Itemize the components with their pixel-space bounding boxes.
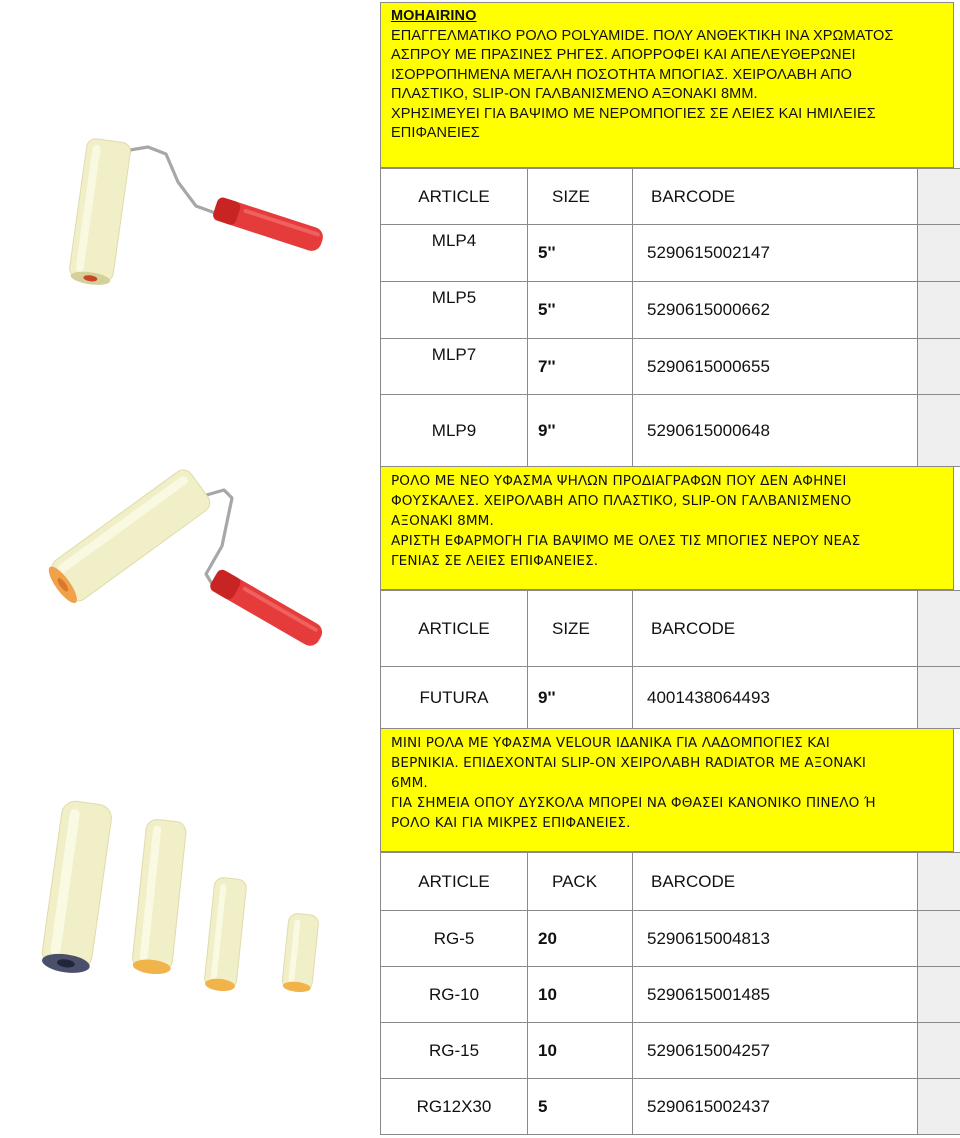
description-line: ΑΞΟΝΑΚΙ 8ΜΜ. [391,513,494,529]
article-code: MLP4 [431,231,477,250]
header-barcode: BARCODE [633,591,918,667]
article-code: RG-5 [381,911,528,967]
table-header-row [381,169,960,225]
product-image-cell [0,466,380,728]
header-article: ARTICLE [381,591,528,667]
barcode-value: 5290615000655 [633,339,918,395]
product-table [380,168,960,467]
size-value: 5'' [528,282,633,339]
description-line: 6ΜΜ. [391,775,428,791]
article-code: RG-10 [381,967,528,1023]
description-line: ΑΡΙΣΤΗ ΕΦΑΡΜΟΓΗ ΓΙΑ ΒΑΨΙΜΟ ΜΕ ΟΛΕΣ ΤΙΣ ΜΠΟΓΙΕΣ ΝΕΡΟΥ ΝΕΑΣ [391,533,861,549]
description-line: ΦΟΥΣΚΑΛΕΣ. ΧΕΙΡΟΛΑΒΗ ΑΠΟ ΠΛΑΣΤΙΚΟ, SLIP-ON ΓΑΛΒΑΝΙΣΜΕΝΟ [391,493,852,509]
description-line: ΜΙΝΙ ΡΟΛΑ ΜΕ ΥΦΑΣΜΑ VELOUR ΙΔΑΝΙΚΑ ΓΙΑ ΛΑΔΟΜΠΟΓΙΕΣ ΚΑΙ [391,735,830,751]
product-image-cell [0,728,380,1138]
table-row [381,225,960,282]
mini-roller-set-icon [0,728,380,1138]
paint-roller-icon [0,0,380,466]
barcode-value: 5290615000648 [633,395,918,467]
header-size: SIZE [528,169,633,225]
product-description [380,728,954,852]
header-article: ARTICLE [381,853,528,911]
article-code: RG-15 [381,1023,528,1079]
description-line: ΓΕΝΙΑΣ ΣΕ ΛΕΙΕΣ ΕΠΙΦΑΝΕΙΕΣ. [391,553,599,569]
article-code: MLP7 [431,344,477,364]
table-row [381,967,960,1023]
barcode-value: 5290615004813 [633,911,918,967]
description-line: ΓΙΑ ΣΗΜΕΙΑ ΟΠΟΥ ΔΥΣΚΟΛΑ ΜΠΟΡΕΙ ΝΑ ΦΘΑΣΕΙ ΚΑΝΟΝΙΚΟ ΠΙΝΕΛΟ Ή [391,795,876,811]
article-code: MLP5 [431,288,477,307]
table-row [381,911,960,967]
product-section-mini-rollers [0,728,960,1138]
description-line: ΡΟΛΟ ΚΑΙ ΓΙΑ ΜΙΚΡΕΣ ΕΠΙΦΑΝΕΙΕΣ. [391,815,631,831]
product-table [380,590,960,729]
table-stub-cell [918,591,960,667]
size-value: 9'' [528,395,633,467]
description-line: ΕΠΙΦΑΝΕΙΕΣ [391,125,480,141]
table-stub-cell [918,169,960,225]
header-pack: PACK [528,853,633,911]
table-row [381,339,960,395]
barcode-value: 5290615002147 [633,225,918,282]
barcode-value: 5290615002437 [633,1079,918,1135]
product-section-futura [0,466,960,728]
description-line: ΡΟΛΟ ΜΕ ΝΕΟ ΥΦΑΣΜΑ ΨΗΛΩΝ ΠΡΟΔΙΑΓΡΑΦΩΝ ΠΟΥ ΔΕΝ ΑΦΗΝΕΙ [391,473,847,489]
product-description [380,466,954,590]
barcode-value: 4001438064493 [633,667,918,729]
size-value: 7'' [528,339,633,395]
table-row [381,395,960,467]
description-line: ΠΛΑΣΤΙΚΟ, SLIP-ON ΓΑΛΒΑΝΙΣΜΕΝΟ ΑΞΟΝΑΚΙ 8ΜΜ. [391,86,758,102]
header-article: ARTICLE [381,169,528,225]
paint-roller-icon [0,466,380,728]
size-value: 9'' [528,667,633,729]
product-section-mohairino [0,0,960,466]
table-row [381,667,960,729]
article-code: FUTURA [381,667,528,729]
description-line: ΒΕΡΝΙΚΙΑ. ΕΠΙΔΕΧΟΝΤΑΙ SLIP-ON ΧΕΙΡΟΛΑΒΗ RADIATOR ΜΕ ΑΞΟΝΑΚΙ [391,755,867,771]
pack-value: 10 [528,967,633,1023]
table-header-row [381,591,960,667]
article-code: RG12X30 [381,1079,528,1135]
table-row [381,1079,960,1135]
barcode-value: 5290615004257 [633,1023,918,1079]
pack-value: 20 [528,911,633,967]
header-barcode: BARCODE [633,853,918,911]
description-line: ΕΠΑΓΓΕΛΜΑΤΙΚΟ ΡΟΛΟ POLYAMIDE. ΠΟΛΥ ΑΝΘΕΚΤΙΚΗ ΙΝΑ ΧΡΩΜΑΤΟΣ [391,27,894,44]
article-code: MLP9 [381,395,528,467]
table-stub-cell [918,853,960,911]
header-barcode: BARCODE [633,169,918,225]
barcode-value: 5290615000662 [633,282,918,339]
header-size: SIZE [528,591,633,667]
pack-value: 10 [528,1023,633,1079]
description-line: ΑΣΠΡΟΥ ΜΕ ΠΡΑΣΙΝΕΣ ΡΗΓΕΣ. ΑΠΟΡΡΟΦΕΙ ΚΑΙ ΑΠΕΛΕΥΘΕΡΩΝΕΙ [391,47,856,63]
product-description [380,2,954,168]
table-row [381,1023,960,1079]
barcode-value: 5290615001485 [633,967,918,1023]
size-value: 5'' [528,225,633,282]
description-line: ΙΣΟΡΡΟΠΗΜΕΝΑ ΜΕΓΑΛΗ ΠΟΣΟΤΗΤΑ ΜΠΟΓΙΑΣ. ΧΕΙΡΟΛΑΒΗ ΑΠΟ [391,66,853,83]
table-header-row [381,853,960,911]
product-table [380,852,960,1135]
description-line: ΧΡΗΣΙΜΕΥΕΙ ΓΙΑ ΒΑΨΙΜΟ ΜΕ ΝΕΡΟΜΠΟΓΙΕΣ ΣΕ ΛΕΙΕΣ ΚΑΙ ΗΜΙΛΕΙΕΣ [391,105,876,122]
table-row [381,282,960,339]
product-image-cell [0,0,380,466]
pack-value: 5 [528,1079,633,1135]
product-title: ΜΟΗΑΙRINO [391,8,477,24]
